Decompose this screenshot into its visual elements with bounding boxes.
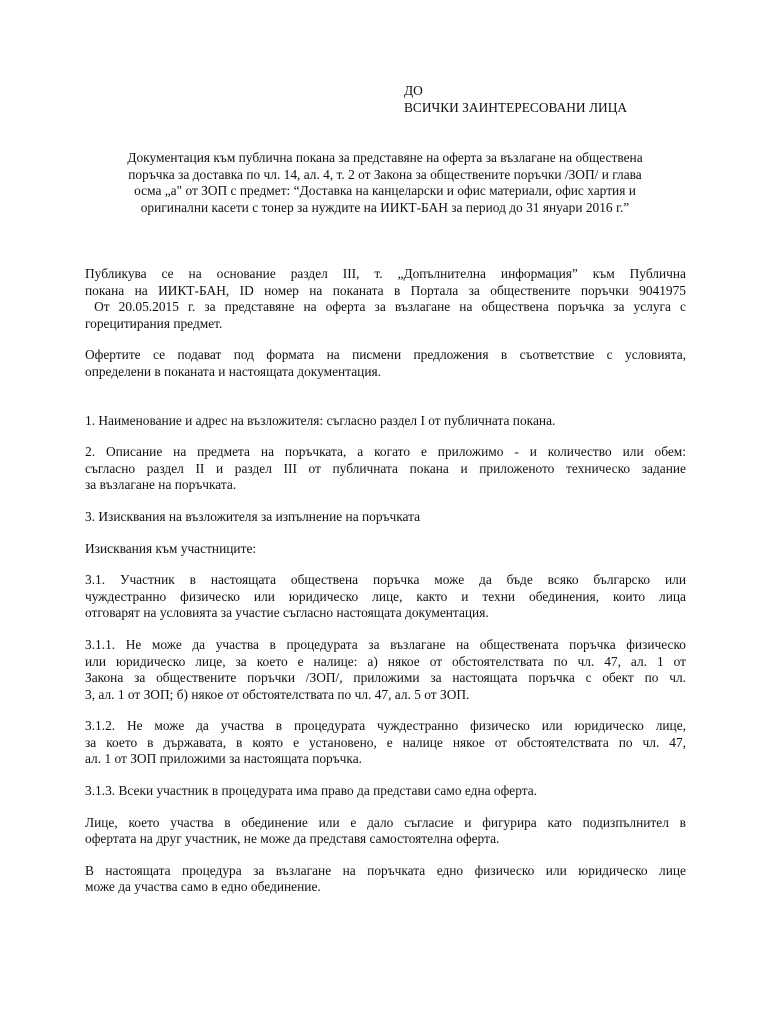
recipient-block bbox=[404, 82, 627, 116]
title-line: поръчка за доставка по чл. 14, ал. 4, т. 2 от Закона за обществените поръчки /ЗОП/ и глава bbox=[128, 166, 642, 182]
clause-3-1-3: 3.1.3. Всеки участник в процедурата има право да представи само една оферта. bbox=[85, 783, 538, 799]
document-body bbox=[85, 266, 686, 896]
title-line: оригинални касети с тонер за нуждите на ИИКТ-БАН за период до 31 януари 2016 г.” bbox=[140, 199, 630, 215]
title-line: осма „а" от ЗОП с предмет: “Доставка на канцеларски и офис материали, офис хартия и bbox=[134, 183, 636, 199]
clause-3-1-2: 3.1.2. Не може да участва в процедурата чуждестранно физическо или юридическо лице, за което в държавата, в която е установено, е налице някое от обстоятелствата по чл. 47, ал. 1 от ЗОП приложими за настоящата поръчка. bbox=[85, 718, 686, 767]
single-union-paragraph: В настоящата процедура за възлагане на поръчката едно физическо или юридическо лице може да участва само в едно обединение. bbox=[85, 862, 686, 895]
contracting-authority-item: 1. Наименование и адрес на възложителя: съгласно раздел I от публичната покана. bbox=[85, 412, 556, 428]
document-title bbox=[84, 150, 686, 216]
publication-paragraph: Публикува се на основание раздел III, т. „Допълнителна информация” към Публична покана на ИИКТ-БАН, ID номер на поканата в Портала за обществените поръчки 9041975 От 20.05.2015 г. за представяне на оферта за възлагане на обществена поръчка за услуга с горецитирания предмет. bbox=[85, 266, 686, 331]
participants-heading: Изисквания към участниците: bbox=[85, 540, 257, 556]
requirements-item: 3. Изисквания на възложителя за изпълнение на поръчката bbox=[85, 508, 421, 524]
offers-paragraph: Офертите се подават под формата на писмени предложения в съответствие с условията, определени в поканата и настоящата документация. bbox=[85, 347, 686, 379]
recipient-addressee: ВСИЧКИ ЗАИНТЕРЕСОВАНИ ЛИЦА bbox=[404, 100, 628, 115]
clause-3-1: 3.1. Участник в настоящата обществена поръчка може да бъде всяко българско или чуждестранно физическо или юридическо лице, както и техни обединения, които лица отговарят на условията за участие съгласно настоящата документация. bbox=[85, 572, 686, 621]
subcontractor-paragraph: Лице, което участва в обединение или е дало съгласие и фигурира като подизпълнител в офертата на друг участник, не може да представя самостоятелна оферта. bbox=[85, 814, 686, 847]
title-line: Документация към публична покана за представяне на оферта за възлагане на обществена bbox=[127, 150, 643, 165]
clause-3-1-1: 3.1.1. Не може да участва в процедурата за възлагане на обществената поръчка физическо или юридическо лице, за което е налице: а) някое от обстоятелствата по чл. 47, ал. 1 от Закона за обществените поръчки /ЗОП/, приложими за настоящата поръчка с обект по чл. 3, ал. 1 от ЗОП; б) някое от обстоятелствата по чл. 47, ал. 5 от ЗОП. bbox=[85, 636, 686, 702]
subject-description-item: 2. Описание на предмета на поръчката, а когато е приложимо - и количество или обем: съгласно раздел II и раздел III от публичната покана и приложеното техническо задание за възлагане на поръчката. bbox=[85, 444, 686, 493]
recipient-to: ДО bbox=[404, 83, 423, 98]
